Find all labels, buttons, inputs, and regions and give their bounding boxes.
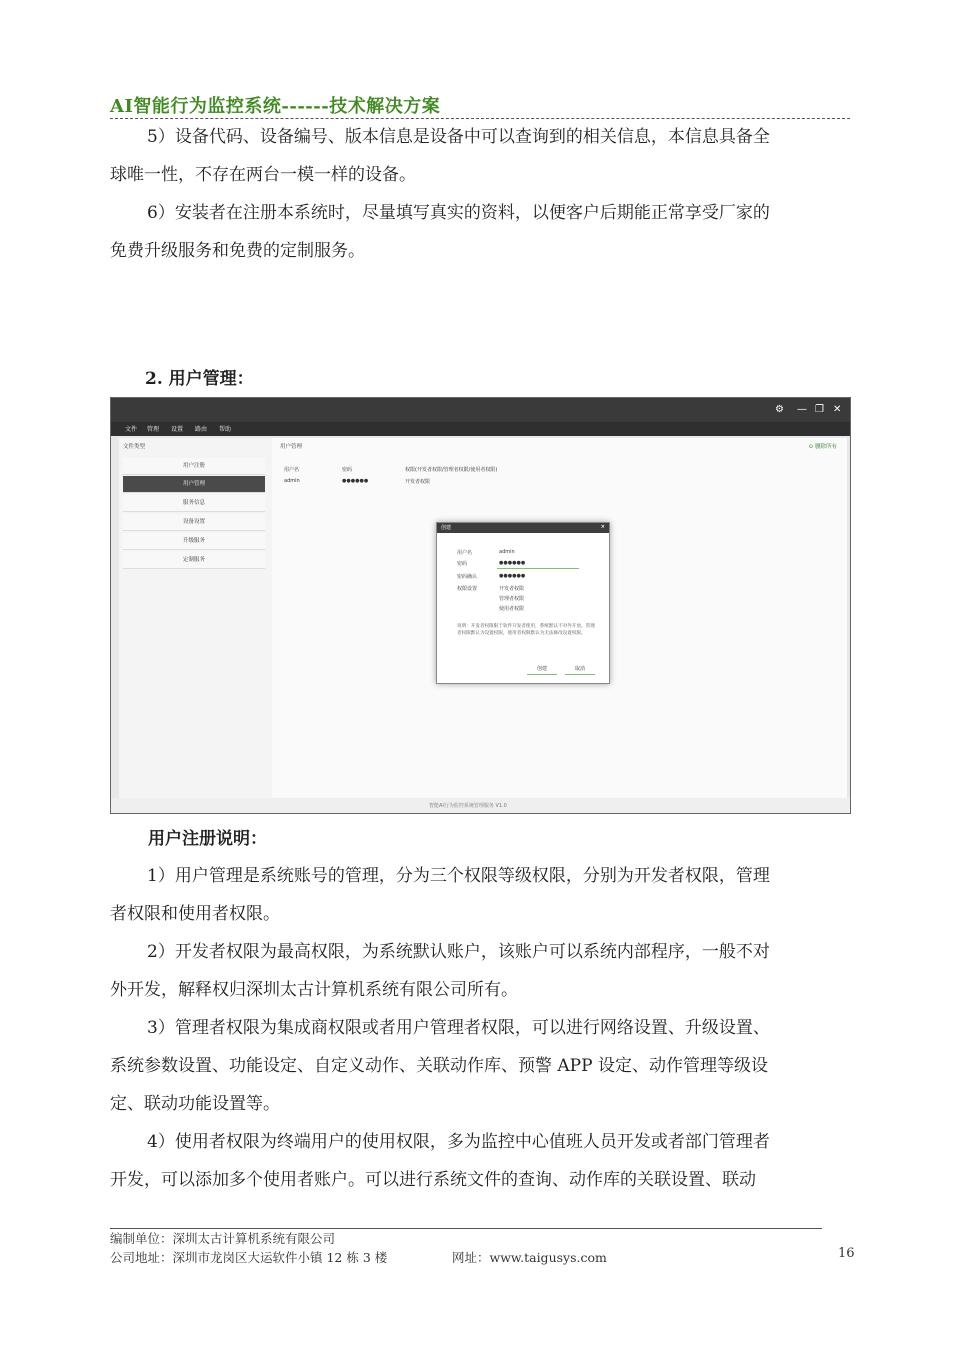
paragraph-line: 者权限和使用者权限。 — [110, 904, 280, 924]
table-cell-permission[interactable]: 开发者权限 — [405, 479, 431, 485]
password-confirm-field[interactable]: ●●●●●● — [499, 573, 526, 579]
menu-routing[interactable]: 路由 — [195, 426, 208, 433]
sidebar-item-register[interactable]: 用户注册 — [123, 458, 265, 475]
sidebar — [119, 438, 273, 798]
menu-help[interactable]: 帮助 — [219, 426, 232, 433]
document-header-title: AI智能行为监控系统------技术解决方案 — [110, 96, 441, 117]
paragraph-line: 4）使用者权限为终端用户的使用权限，多为监控中心值班人员开发或者部门管理者 — [147, 1132, 770, 1152]
dialog-note: 说明：开发者权限限于软件开发者使用，系统默认不对外开放。管理者权限默认为设置权限，使用者权限默认为无法修改设置权限。 — [457, 624, 595, 636]
paragraph-5 — [110, 118, 855, 194]
menu-settings[interactable]: 设置 — [171, 426, 184, 433]
paragraph-line: 外开发，解释权归深圳太古计算机系统有限公司所有。 — [110, 980, 518, 1000]
create-user-dialog — [436, 522, 610, 684]
column-header-password: 密码 — [342, 467, 353, 473]
permission-option-manager[interactable]: 管理者权限 — [499, 596, 525, 602]
permission-option-user[interactable]: 使用者权限 — [499, 606, 525, 612]
menu-file[interactable]: 文件 — [125, 426, 138, 433]
permission-option-developer[interactable]: 开发者权限 — [499, 586, 525, 592]
table-cell-password[interactable]: ●●●●●● — [342, 478, 369, 484]
menu-manage[interactable]: 管理 — [147, 426, 160, 433]
footer-org: 编制单位：深圳太古计算机系统有限公司 — [110, 1231, 336, 1246]
password-underline — [497, 568, 579, 569]
label-permission: 权限设置 — [457, 586, 478, 592]
dialog-titlebar — [437, 523, 609, 533]
label-username: 用户名 — [457, 550, 473, 556]
status-text: 智能AI行为监控系统管理服务 V1.0 — [429, 803, 507, 809]
menu-bar — [111, 422, 851, 436]
status-bar — [111, 798, 851, 814]
paragraph-line: 3）管理者权限为集成商权限或者用户管理者权限，可以进行网络设置、升级设置、 — [147, 1018, 770, 1038]
paragraph-1 — [110, 857, 855, 933]
paragraph-line: 1）用户管理是系统账号的管理，分为三个权限等级权限，分别为开发者权限，管理 — [147, 866, 770, 886]
settings-icon[interactable]: ⚙ — [775, 404, 784, 415]
paragraph-line: 6）安装者在注册本系统时，尽量填写真实的资料，以便客户后期能正常享受厂家的 — [147, 203, 770, 223]
create-button[interactable]: 创建 — [527, 664, 557, 675]
footer-address: 公司地址：深圳市龙岗区大运软件小镇 12 栋 3 楼 — [110, 1250, 388, 1265]
username-field[interactable]: admin — [499, 549, 515, 555]
paragraph-4 — [110, 1123, 855, 1199]
paragraph-3 — [110, 1009, 855, 1123]
section-heading: 2. 用户管理： — [145, 369, 254, 389]
paragraph-line: 开发，可以添加多个使用者账户。可以进行系统文件的查询、动作库的关联设置、联动 — [110, 1170, 756, 1190]
label-password: 密码 — [457, 561, 468, 567]
sidebar-item-user-management[interactable]: 用户管理 — [123, 476, 265, 493]
minimize-icon[interactable]: — — [797, 404, 807, 415]
column-header-permission: 权限(开发者权限/管理者权限/使用者权限) — [405, 467, 498, 473]
paragraph-line: 5）设备代码、设备编号、版本信息是设备中可以查询到的相关信息，本信息具备全 — [147, 127, 770, 147]
window-titlebar — [111, 398, 851, 422]
caption-heading: 用户注册说明： — [148, 829, 267, 849]
dialog-close-icon[interactable]: × — [600, 524, 605, 530]
delete-all-button[interactable]: ⊙ 删除所有 — [808, 444, 837, 450]
column-header-username: 用户名 — [284, 467, 300, 473]
paragraph-line: 系统参数设置、功能设定、自定义动作、关联动作库、预警 APP 设定、动作管理等级设 — [110, 1056, 768, 1076]
user-management-screenshot — [110, 397, 851, 814]
password-field[interactable]: ●●●●●● — [499, 560, 526, 566]
sidebar-item-service-info[interactable]: 服务信息 — [123, 495, 265, 512]
page-number: 16 — [838, 1246, 855, 1261]
paragraph-line: 球唯一性，不存在两台一模一样的设备。 — [110, 165, 416, 185]
maximize-icon[interactable]: ❐ — [815, 404, 824, 415]
sidebar-title: 文件类型 — [123, 444, 146, 450]
tab-user-management[interactable]: 用户管理 — [280, 444, 303, 450]
paragraph-line: 免费升级服务和免费的定制服务。 — [110, 241, 365, 261]
footer-website: 网址：www.taigusys.com — [452, 1250, 607, 1265]
cancel-button[interactable]: 取消 — [565, 664, 595, 675]
label-password-confirm: 密码确认 — [457, 574, 478, 580]
sidebar-item-custom[interactable]: 定制服务 — [123, 552, 265, 569]
sidebar-item-upgrade[interactable]: 升级服务 — [123, 533, 265, 550]
sidebar-item-device-settings[interactable]: 设备设置 — [123, 514, 265, 531]
close-icon[interactable]: ✕ — [833, 404, 842, 415]
paragraph-2 — [110, 933, 855, 1009]
dialog-title: 创建 — [441, 525, 452, 531]
paragraph-line: 2）开发者权限为最高权限，为系统默认账户，该账户可以系统内部程序，一般不对 — [147, 942, 770, 962]
paragraph-line: 定、联动功能设置等。 — [110, 1094, 280, 1114]
table-cell-username[interactable]: admin — [284, 478, 300, 484]
paragraph-6 — [110, 194, 855, 270]
